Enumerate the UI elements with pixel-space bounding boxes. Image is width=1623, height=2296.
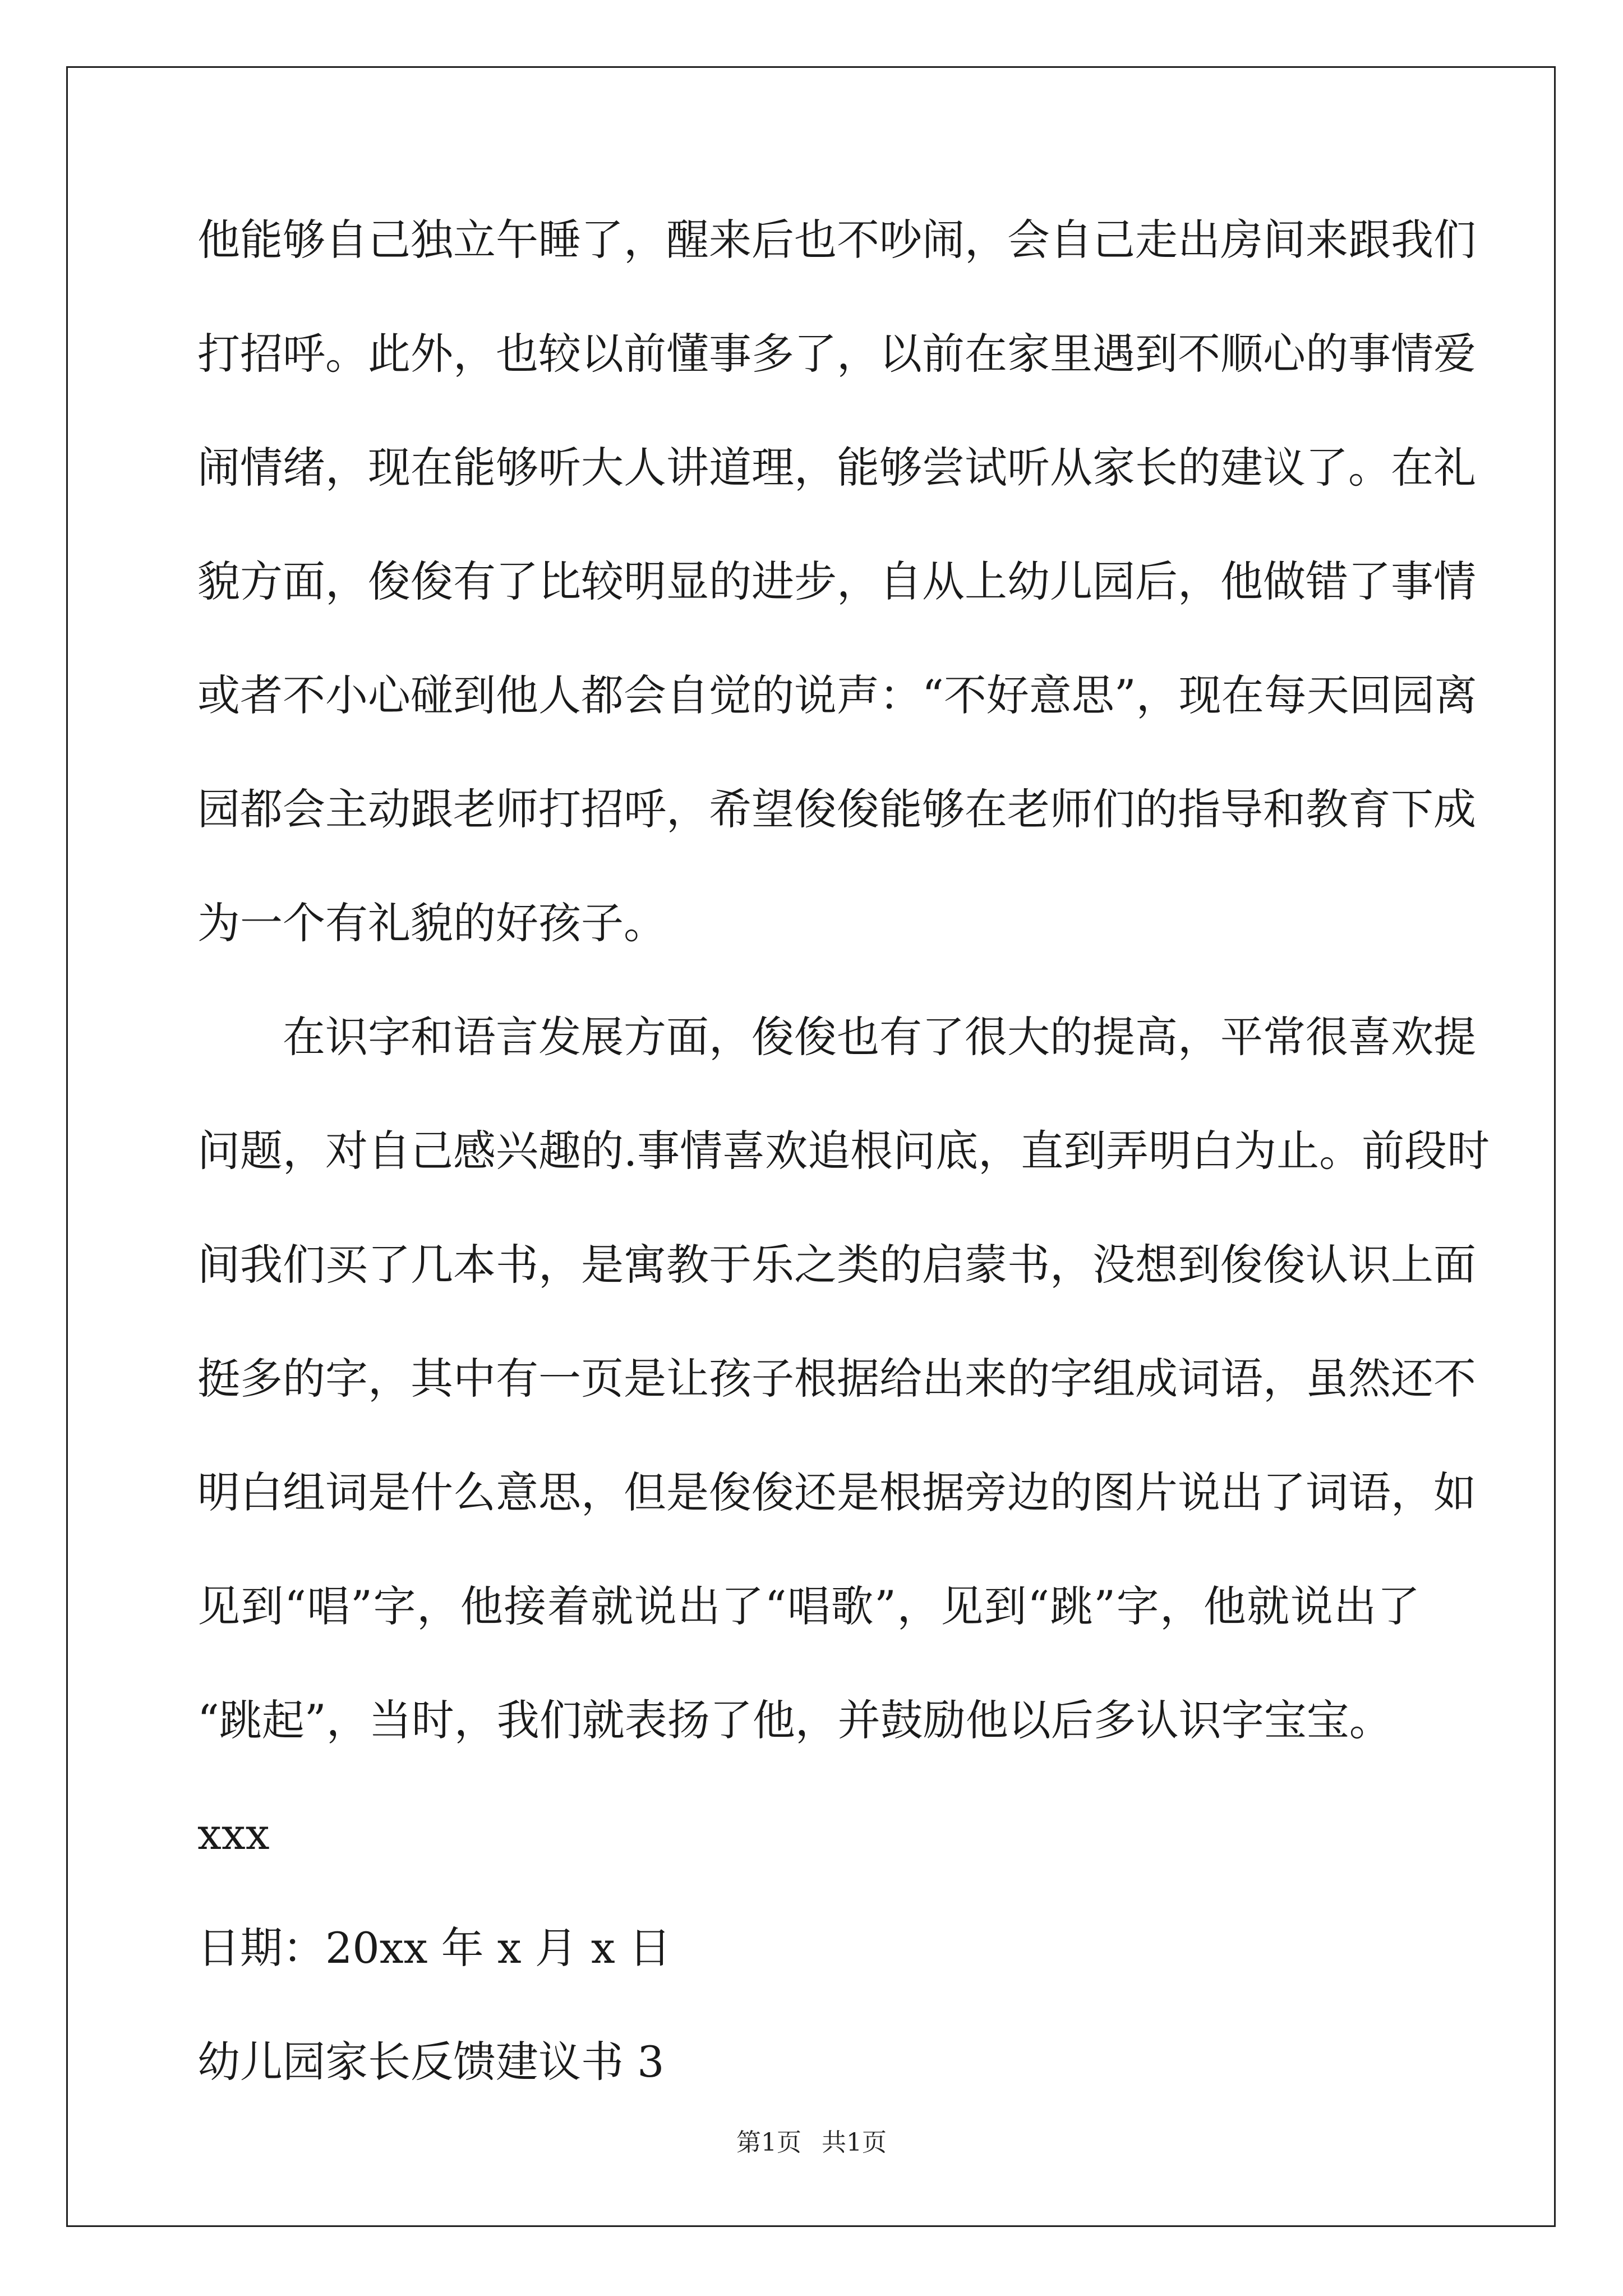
text-line: 问题，对自己感兴趣的.事情喜欢追根问底，直到弄明白为止。前段时: [197, 1126, 1490, 1176]
text-line: 貌方面，俊俊有了比较明显的进步，自从上幼儿园后，他做错了事情: [197, 556, 1476, 606]
next-section-title: 幼儿园家长反馈建议书 3: [197, 2037, 665, 2087]
page-footer: [0, 2126, 1623, 2160]
paragraph-1: [197, 208, 1477, 955]
page-total: 共1页: [822, 2128, 887, 2157]
text-line: 或者不小心碰到他人都会自觉的说声：“不好意思”，现在每天回园离: [197, 670, 1477, 720]
text-line: 见到“唱”字，他接着就说出了“唱歌”，见到“跳”字，他就说出了: [197, 1581, 1420, 1631]
text-line: 园都会主动跟老师打招呼，希望俊俊能够在老师们的指导和教育下成: [197, 784, 1476, 834]
text-line: “跳起”，当时，我们就表扬了他，并鼓励他以后多认识字宝宝。: [197, 1695, 1392, 1745]
paragraph-2: [197, 1005, 1490, 1752]
text-line: 他能够自己独立午睡了，醒来后也不吵闹，会自己走出房间来跟我们: [197, 215, 1476, 265]
text-line: 在识字和语言发展方面，俊俊也有了很大的提高，平常很喜欢提: [283, 1012, 1476, 1062]
page-number: 第1页: [736, 2128, 801, 2157]
date-line: 日期：20xx 年 x 月 x 日: [197, 1923, 671, 1973]
text-line: 挺多的字，其中有一页是让孩子根据给出来的字组成词语，虽然还不: [197, 1354, 1476, 1404]
signature: xxx: [197, 1809, 270, 1859]
text-line: 明白组词是什么意思，但是俊俊还是根据旁边的图片说出了词语，如: [197, 1467, 1476, 1517]
text-line: 闹情绪，现在能够听大人讲道理，能够尝试听从家长的建议了。在礼: [197, 443, 1476, 493]
text-line: 打招呼。此外，也较以前懂事多了，以前在家里遇到不顺心的事情爱: [197, 329, 1476, 379]
document-body: [197, 208, 1490, 2143]
text-line: 为一个有礼貌的好孩子。: [197, 898, 666, 948]
text-line: 间我们买了几本书，是寓教于乐之类的启蒙书，没想到俊俊认识上面: [197, 1240, 1476, 1290]
